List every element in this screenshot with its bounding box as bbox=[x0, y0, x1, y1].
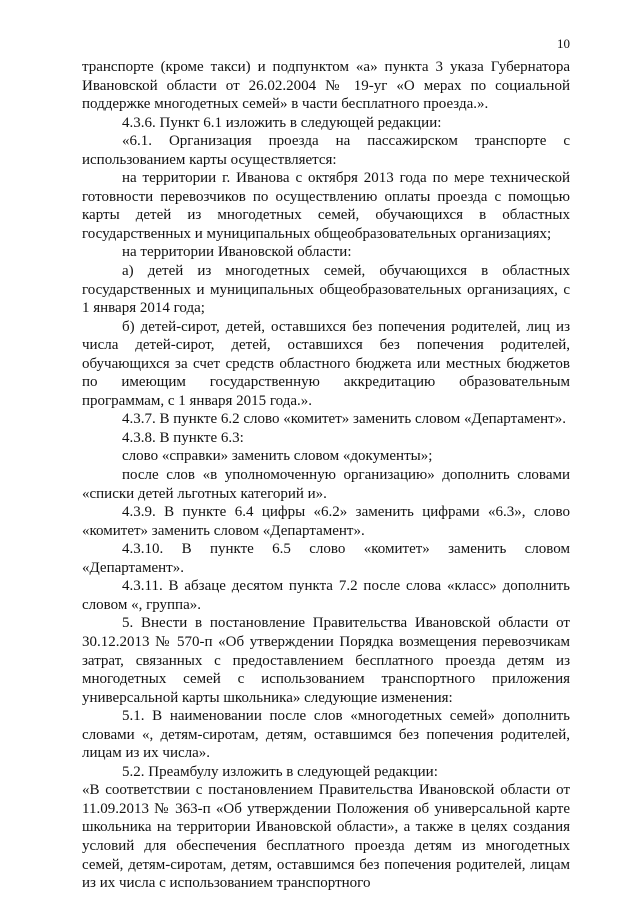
paragraph-11: после слов «в уполномоченную организацию» дополнить словами «списки детей льготных категорий и». bbox=[82, 467, 570, 502]
paragraph-9: 4.3.8. В пункте 6.3: bbox=[122, 429, 244, 446]
paragraph-4: на территории г. Иванова с октября 2013 года по мере технической готовности перевозчиков по осуществлению оплаты проезда с помощью карты детей из многодетных семей, обучающихся в областных государственных и муниципальных общеобразовательных организациях; bbox=[82, 170, 570, 242]
paragraph-14: 4.3.11. В абзаце десятом пункта 7.2 после слова «класс» дополнить словом «, группа». bbox=[82, 578, 570, 613]
paragraph-18: «В соответствии с постановлением Правительства Ивановской области от 11.09.2013 № 363-п «Об утверждении Положения об универсальной карте школьника на территории Ивановской области», а также в целях создания условий для обеспечения бесплатного проезда детям из многодетных семей, детям-сиротам, детям, оставшимся без попечения родителей, лицам из их числа с использованием транспортного bbox=[82, 782, 570, 892]
page-number: 10 bbox=[557, 36, 570, 51]
paragraph-3: «6.1. Организация проезда на пассажирском транспорте с использованием карты осуществляется: bbox=[82, 133, 570, 168]
paragraph-12: 4.3.9. В пункте 6.4 цифры «6.2» заменить цифрами «6.3», слово «комитет» заменить словом «Департамент». bbox=[82, 504, 570, 539]
paragraph-13: 4.3.10. В пункте 6.5 слово «комитет» заменить словом «Департамент». bbox=[82, 541, 570, 576]
paragraph-10: слово «справки» заменить словом «документы»; bbox=[122, 448, 433, 465]
paragraph-17: 5.2. Преамбулу изложить в следующей редакции: bbox=[122, 763, 438, 780]
document-body bbox=[82, 58, 570, 893]
paragraph-1: транспорте (кроме такси) и подпунктом «а» пункта 3 указа Губернатора Ивановской области от 26.02.2004 № 19-уг «О мерах по социальной поддержке многодетных семей» в части бесплатного проезда.». bbox=[82, 59, 570, 113]
paragraph-6: а) детей из многодетных семей, обучающихся в областных государственных и муниципальных общеобразовательных организациях, с 1 января 2014 года; bbox=[82, 263, 570, 317]
paragraph-5: на территории Ивановской области: bbox=[122, 244, 352, 261]
paragraph-2: 4.3.6. Пункт 6.1 изложить в следующей редакции: bbox=[122, 114, 442, 131]
paragraph-15: 5. Внести в постановление Правительства Ивановской области от 30.12.2013 № 570-п «Об утверждении Порядка возмещения перевозчикам затрат, связанных с предоставлением бесплатного проезда детям из многодетных семей с использованием транспортного приложения универсальной карты школьника» следующие изменения: bbox=[82, 615, 570, 706]
paragraph-16: 5.1. В наименовании после слов «многодетных семей» дополнить словами «, детям-сиротам, детям, оставшимся без попечения родителей, лицам из их числа». bbox=[82, 708, 570, 762]
paragraph-7: б) детей-сирот, детей, оставшихся без попечения родителей, лиц из числа детей-сирот, детей, оставшихся без попечения родителей, обучающихся за счет средств областного бюджета или местных бюджетов по имеющим государственную аккредитацию образовательным программам, с 1 января 2015 года.». bbox=[82, 318, 570, 409]
paragraph-8: 4.3.7. В пункте 6.2 слово «комитет» заменить словом «Департамент». bbox=[122, 411, 566, 428]
